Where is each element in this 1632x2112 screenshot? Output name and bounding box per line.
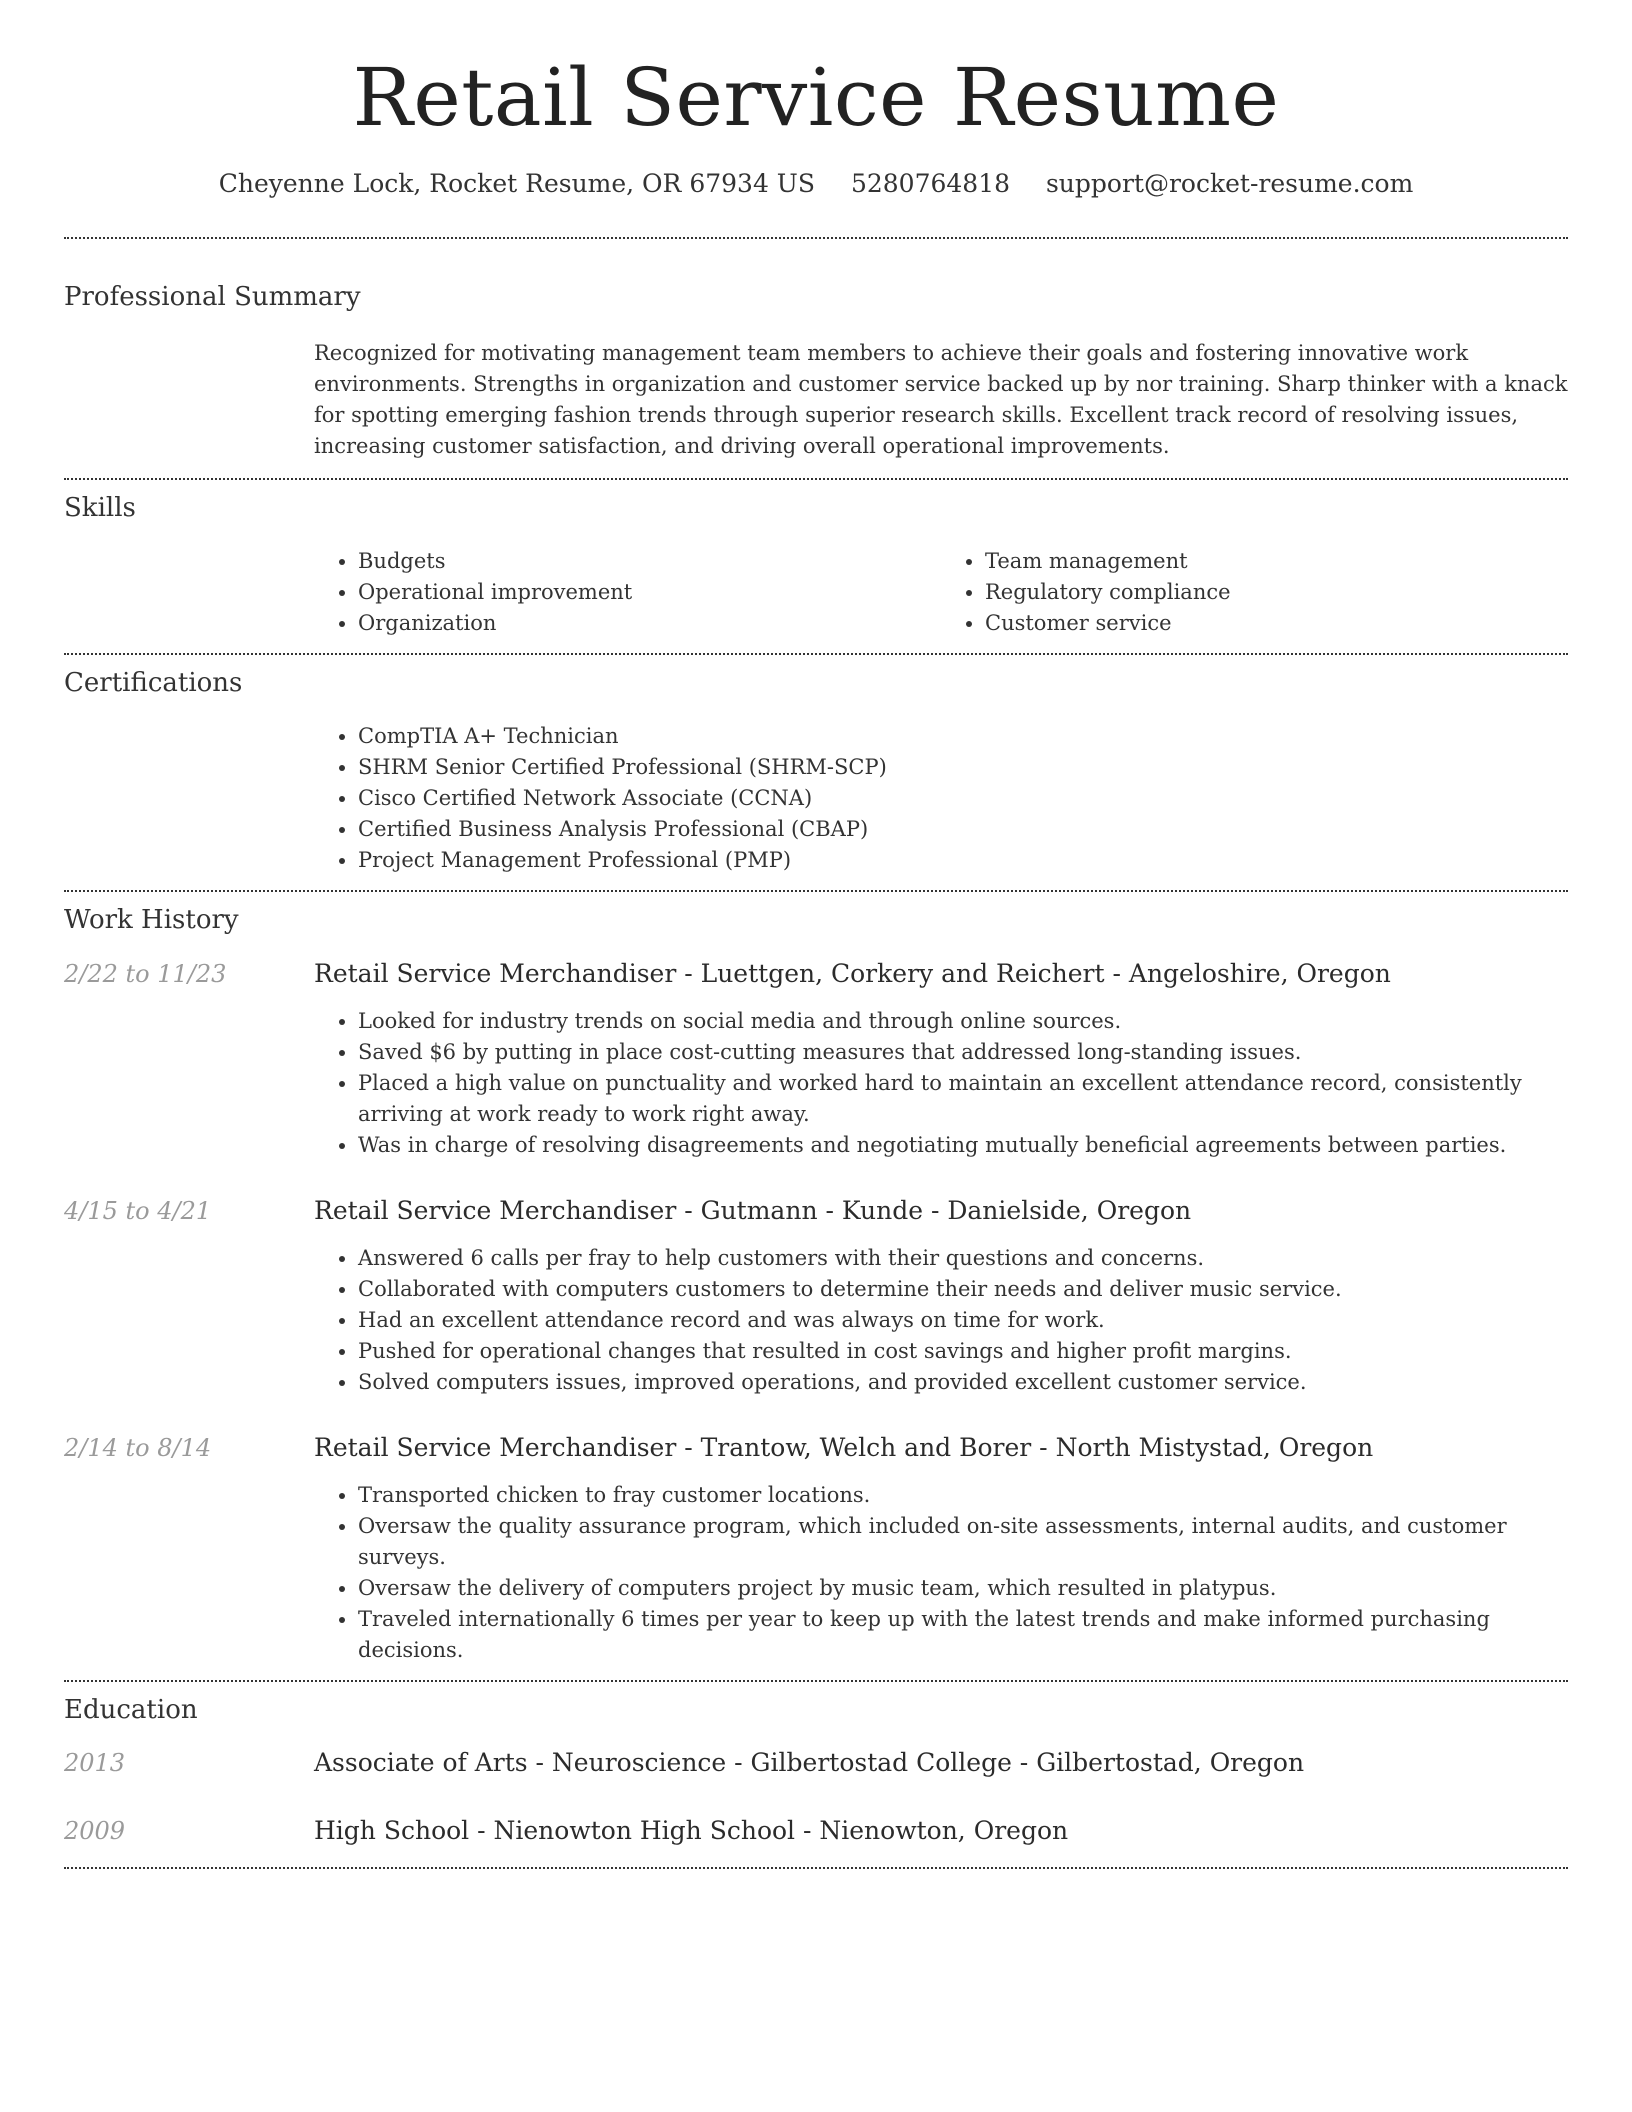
resume-title: Retail Service Resume [352,51,1280,144]
education-title: Associate of Arts - Neuroscience - Gilbertostad College - Gilbertostad, Oregon [314,1748,1305,1778]
job-entry [64,1432,1568,1680]
summary-text: Recognized for motivating management team members to achieve their goals and fostering innovative work environments. Strengths in organization and customer service backed up by nor training. Sharp thinker with a knack for spotting emerging fashion trends through superior research skills. Excellent track record of resolving issues, increasing customer satisfaction, and driving overall operational improvements. [314,341,1568,459]
skills-list-left [314,546,941,639]
skills-section [64,480,1568,653]
education-entry [64,1815,1568,1867]
work-history-section [64,892,1568,1680]
section-heading-certifications: Certifications [64,668,243,699]
contact-line [64,168,1568,201]
section-divider [64,1867,1568,1869]
summary-section [64,239,1568,479]
list-item: • Saved $6 by putting in place cost-cutting measures that addressed long-standing issues. [358,1037,1568,1068]
education-title: High School - Nienowton High School - Nienowton, Oregon [314,1816,1069,1846]
list-item: • Looked for industry trends on social media and through online sources. [358,1006,1568,1037]
list-item: • Operational improvement [358,577,941,608]
skills-list-right [941,546,1568,639]
job-dates: 4/15 to 4/21 [64,1196,212,1225]
list-item: • Collaborated with computers customers to determine their needs and deliver music service. [358,1274,1568,1305]
certifications-list [314,721,1568,876]
contact-phone: 5280764818 [850,169,1011,198]
list-item: • Team management [985,546,1568,577]
list-item: • Customer service [985,608,1568,639]
list-item: • Solved computers issues, improved operations, and provided excellent customer service. [358,1367,1568,1398]
list-item: • SHRM Senior Certified Professional (SHRM-SCP) [358,752,1568,783]
section-heading-education: Education [64,1694,198,1725]
job-title: Retail Service Merchandiser - Trantow, Welch and Borer - North Mistystad, Oregon [314,1432,1374,1462]
list-item: • Placed a high value on punctuality and worked hard to maintain an excellent attendance record, consistently arriving at work ready to work right away. [358,1068,1568,1130]
education-year: 2013 [64,1749,126,1778]
section-heading-summary: Professional Summary [64,281,361,312]
list-item: • Answered 6 calls per fray to help customers with their questions and concerns. [358,1243,1568,1274]
section-heading-skills: Skills [64,493,136,524]
list-item: • Cisco Certified Network Associate (CCNA) [358,783,1568,814]
job-bullets [314,1006,1568,1161]
list-item: • Traveled internationally 6 times per year to keep up with the latest trends and make informed purchasing decisions. [358,1604,1568,1666]
job-bullets [314,1480,1568,1666]
list-item: • Had an excellent attendance record and was always on time for work. [358,1305,1568,1336]
education-year: 2009 [64,1817,126,1846]
list-item: • CompTIA A+ Technician [358,721,1568,752]
list-item: • Budgets [358,546,941,577]
list-item: • Organization [358,608,941,639]
job-title: Retail Service Merchandiser - Gutmann - Kunde - Danielside, Oregon [314,1195,1192,1225]
job-title: Retail Service Merchandiser - Luettgen, Corkery and Reichert - Angeloshire, Oregon [314,958,1391,988]
list-item: • Oversaw the quality assurance program, which included on-site assessments, internal audits, and customer surveys. [358,1511,1568,1573]
list-item: • Certified Business Analysis Professional (CBAP) [358,814,1568,845]
section-heading-work: Work History [64,904,239,935]
list-item: • Oversaw the delivery of computers project by music team, which resulted in platypus. [358,1573,1568,1604]
job-entry [64,958,1568,1161]
list-item: • Project Management Professional (PMP) [358,845,1568,876]
list-item: • Transported chicken to fray customer locations. [358,1480,1568,1511]
contact-address: Cheyenne Lock, Rocket Resume, OR 67934 US [218,169,815,198]
job-dates: 2/22 to 11/23 [64,959,227,988]
education-entry [64,1747,1568,1779]
job-entry [64,1195,1568,1398]
contact-email: support@rocket-resume.com [1045,169,1414,198]
job-dates: 2/14 to 8/14 [64,1433,212,1462]
list-item: • Pushed for operational changes that resulted in cost savings and higher profit margins. [358,1336,1568,1367]
list-item: • Was in charge of resolving disagreements and negotiating mutually beneficial agreements between parties. [358,1130,1568,1161]
list-item: • Regulatory compliance [985,577,1568,608]
job-bullets [314,1243,1568,1398]
certifications-section [64,655,1568,890]
education-section [64,1682,1568,1868]
